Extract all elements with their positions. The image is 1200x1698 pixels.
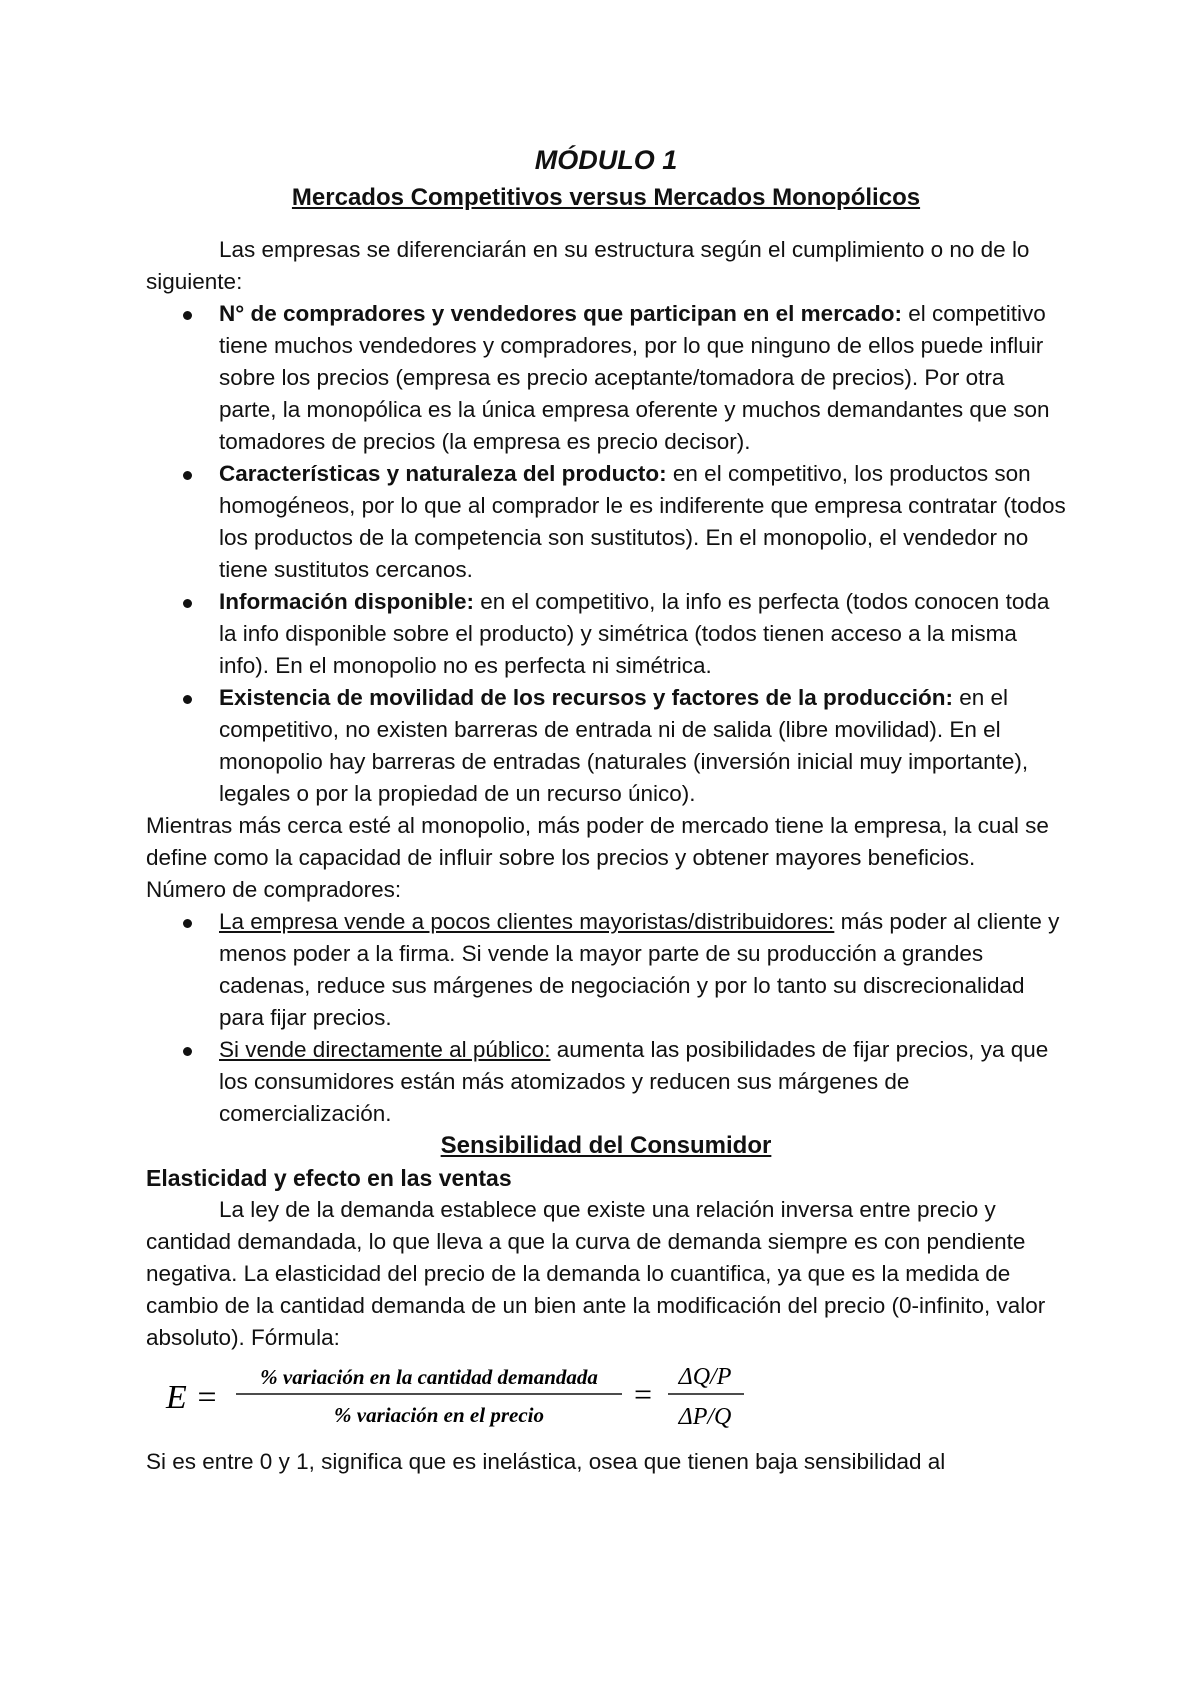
list-item-text: en el competitivo, los productos son homogéneos, por lo que al comprador le es indiferente que empresa contratar (todos los productos de la competencia son sustitutos). En el monopolio, el vendedor no tiene sustitutos cercanos. <box>219 461 1066 582</box>
buyers-heading: Número de compradores: <box>146 877 402 902</box>
list-item-text: en el competitivo, la info es perfecta (todos conocen toda la info disponible sobre el producto) y simétrica (todos tienen acceso a la misma info). En el monopolio no es perfecta ni simétrica. <box>219 589 1050 678</box>
formula-numerator: % variación en la cantidad demandada <box>260 1365 598 1389</box>
formula-rhs-denominator: ΔP/Q <box>678 1404 732 1430</box>
formula-equals: = <box>634 1376 653 1412</box>
list-item-term: Existencia de movilidad de los recursos y factores de la producción: <box>219 685 953 710</box>
list-item-term: Si vende directamente al público: <box>219 1037 551 1062</box>
elasticity-formula <box>146 1358 1066 1438</box>
sub-heading: Elasticidad y efecto en las ventas <box>146 1165 512 1191</box>
list-item <box>219 906 1066 1034</box>
document-content <box>146 142 1066 1478</box>
buyers-list <box>146 906 1066 1130</box>
market-structure-list <box>146 298 1066 810</box>
list-item <box>219 682 1066 810</box>
section-title: Sensibilidad del Consumidor <box>440 1132 772 1159</box>
list-item <box>219 1034 1066 1130</box>
list-item <box>219 458 1066 586</box>
list-item-text: en el competitivo, no existen barreras de entrada ni de salida (libre movilidad). En el monopolio hay barreras de entradas (naturales (inversión inicial muy importante), legales o por la propiedad de un recurso único). <box>219 685 1029 806</box>
list-item <box>219 586 1066 682</box>
last-line: Si es entre 0 y 1, significa que es inelástica, osea que tienen baja sensibilidad al <box>146 1449 946 1474</box>
list-item-text: el competitivo tiene muchos vendedores y compradores, por lo que ninguno de ellos puede influir sobre los precios (empresa es precio aceptante/tomadora de precios). Por otra parte, la monopólica es la única empresa oferente y muchos demandantes que son tomadores de precios (la empresa es precio decisor). <box>219 301 1050 454</box>
list-item-term: Información disponible: <box>219 589 475 614</box>
formula-denominator: % variación en el precio <box>334 1403 544 1427</box>
list-item-term: La empresa vende a pocos clientes mayoristas/distribuidores: <box>219 909 835 934</box>
list-item-term: Características y naturaleza del producto: <box>219 461 667 486</box>
list-item <box>219 298 1066 458</box>
formula-lhs: E = <box>166 1379 219 1416</box>
formula-rhs-numerator: ΔQ/P <box>678 1364 732 1390</box>
list-item-text: más poder al cliente y menos poder a la firma. Si vende la mayor parte de su producción a grandes cadenas, reduce sus márgenes de negociación y por lo tanto su discrecionalidad para fijar precios. <box>219 909 1060 1030</box>
page-subtitle: Mercados Competitivos versus Mercados Monopólicos <box>291 184 921 211</box>
list-item-text: aumenta las posibilidades de fijar precios, ya que los consumidores están más atomizados y reducen sus márgenes de comercialización. <box>219 1037 1049 1126</box>
page-title: MÓDULO 1 <box>534 145 678 175</box>
intro-paragraph: Las empresas se diferenciarán en su estructura según el cumplimiento o no de lo siguiente: <box>146 237 1030 294</box>
elasticity-paragraph: La ley de la demanda establece que existe una relación inversa entre precio y cantidad demandada, lo que lleva a que la curva de demanda siempre es con pendiente negativa. La elasticidad del precio de la demanda lo cuantifica, ya que es la medida de cambio de la cantidad demanda de un bien ante la modificación del precio (0-infinito, valor absoluto). Fórmula: <box>146 1197 1046 1350</box>
formula-graphic <box>146 1358 766 1438</box>
list-item-term: N° de compradores y vendedores que participan en el mercado: <box>219 301 902 326</box>
market-power-paragraph: Mientras más cerca esté al monopolio, más poder de mercado tiene la empresa, la cual se define como la capacidad de influir sobre los precios y obtener mayores beneficios. <box>146 813 1049 870</box>
